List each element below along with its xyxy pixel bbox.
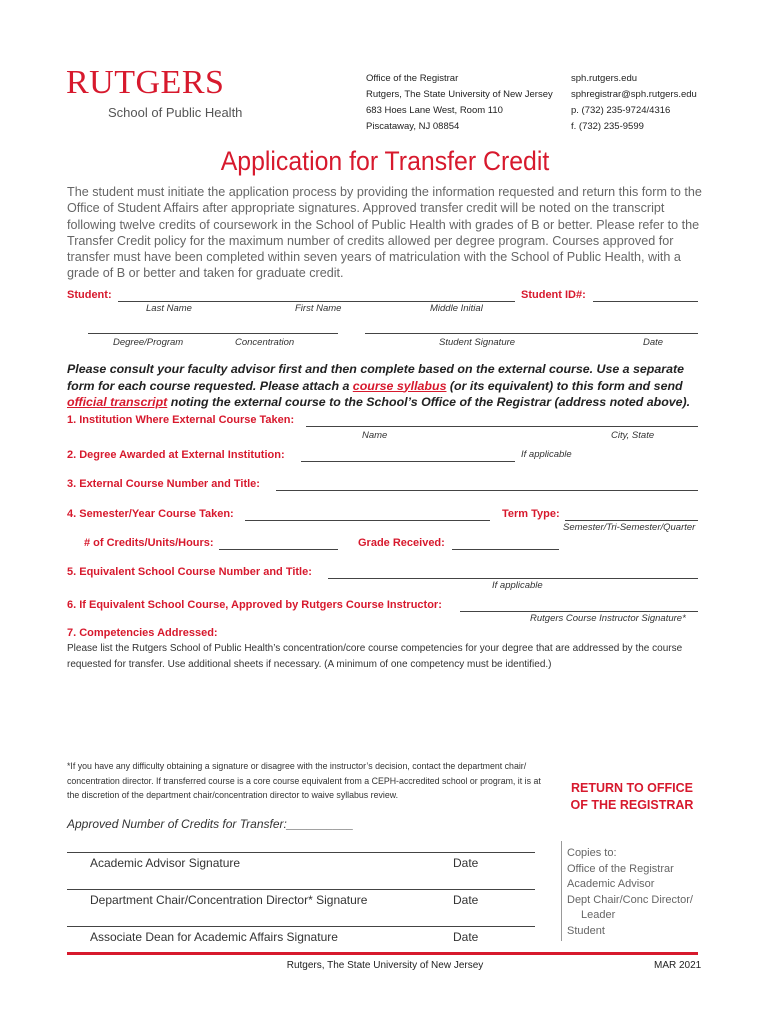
term-type-label: Term Type: <box>502 508 560 520</box>
dean-signature-line[interactable] <box>67 926 535 927</box>
chair-signature-label: Department Chair/Concentration Director* Signature <box>90 893 368 907</box>
approved-credits-label: Approved Number of Credits for Transfer:__________ <box>67 817 354 831</box>
student-id-label: Student ID#: <box>521 289 586 301</box>
degree-awarded-field[interactable] <box>301 461 515 462</box>
official-transcript-link[interactable]: official transcript <box>67 395 168 409</box>
copies-divider <box>561 841 562 941</box>
middle-initial-caption: Middle Initial <box>430 303 483 314</box>
q5-label: 5. Equivalent School Course Number and Title: <box>67 566 312 578</box>
competencies-field[interactable] <box>67 675 698 750</box>
q6-label: 6. If Equivalent School Course, Approved by Rutgers Course Instructor: <box>67 599 442 611</box>
institution-field[interactable] <box>306 426 698 427</box>
page-title: Application for Transfer Credit <box>220 146 550 176</box>
q1-label: 1. Institution Where External Course Taken: <box>67 414 295 426</box>
student-signature-field[interactable] <box>365 333 698 334</box>
student-label: Student: <box>67 289 112 301</box>
concentration-caption: Concentration <box>235 337 295 348</box>
student-id-field[interactable] <box>593 301 698 302</box>
semester-year-field[interactable] <box>245 520 490 521</box>
if-applicable-caption: If applicable <box>521 449 572 460</box>
city-state-caption: City, State <box>611 430 655 441</box>
footer-university: Rutgers, The State University of New Jersey <box>286 960 484 971</box>
copies-list: Copies to: Office of the Registrar Academic Advisor Dept Chair/Conc Director/ Leader Student <box>567 847 693 937</box>
instructor-signature-caption: Rutgers Course Instructor Signature* <box>530 613 686 624</box>
q5-if-applicable-caption: If applicable <box>492 580 543 591</box>
course-syllabus-link[interactable]: course syllabus <box>352 378 447 393</box>
student-signature-caption: Student Signature <box>439 337 516 348</box>
website-link[interactable]: sph.rutgers.edu <box>571 73 638 84</box>
credits-label: # of Credits/Units/Hours: <box>84 537 214 549</box>
degree-field[interactable] <box>88 333 338 334</box>
term-type-field[interactable] <box>565 520 698 521</box>
return-to-registrar: RETURN TO OFFICE OF THE REGISTRAR <box>570 781 694 812</box>
instructor-signature-field[interactable] <box>460 611 698 612</box>
last-name-caption: Last Name <box>146 303 192 314</box>
external-course-field[interactable] <box>276 490 698 491</box>
registrar-address: Office of the Registrar Rutgers, The State University of New Jersey 683 Hoes Lane West, Room 110 Piscataway, NJ 08854 <box>366 73 553 132</box>
competencies-instructions: Please list the Rutgers School of Public Health’s concentration/core course competencies for your degree that are addressed by the course requested for transfer. Use additional sheets if necessary. (A minimum of one competency must be identified.) <box>67 643 683 670</box>
advisor-signature-line[interactable] <box>67 852 535 853</box>
advisor-date-label: Date <box>453 856 479 870</box>
q2-label: 2. Degree Awarded at External Institution: <box>67 449 285 461</box>
institution-name-caption: Name <box>362 430 388 441</box>
grade-label: Grade Received: <box>358 537 445 549</box>
term-type-caption: Semester/Tri-Semester/Quarter <box>563 522 696 533</box>
intro-paragraph: The student must initiate the application process by providing the information requested and return this form to the Office of Student Affairs after appropriate signatures. Approved transfer credit will be noted on the transcript following twelve credits of coursework in the School of Public Health with grades of B or better. Please refer to the Transfer Credit policy for the maximum number of credits allowed per degree program. Courses approved for transfer must have been completed within seven years of matriculation with the School of Public Health, with a grade of B or better and taken for graduate credit. <box>67 185 702 281</box>
equivalent-course-field[interactable] <box>328 578 698 579</box>
grade-field[interactable] <box>452 549 559 550</box>
chair-signature-line[interactable] <box>67 889 535 890</box>
school-name: School of Public Health <box>108 105 243 120</box>
q7-label: 7. Competencies Addressed: <box>67 627 218 639</box>
footer-date: MAR 2021 <box>654 960 702 971</box>
rutgers-logo: RUTGERS <box>66 64 225 101</box>
registrar-contact: sph.rutgers.edu sphregistrar@sph.rutgers.edu p. (732) 235-9724/4316 f. (732) 235-9599 <box>571 73 697 132</box>
advisor-signature-label: Academic Advisor Signature <box>90 856 241 870</box>
instructions: Please consult your faculty advisor first and then complete based on the external course. Use a separate form for each course requested. Please attach a course syllabus (or its equivalent) to this form and send official transcript noting the external course to the School’s Office of the Registrar (address noted above). <box>67 362 691 409</box>
q3-label: 3. External Course Number and Title: <box>67 478 260 490</box>
credits-field[interactable] <box>219 549 338 550</box>
first-name-caption: First Name <box>295 303 342 314</box>
student-name-field[interactable] <box>118 301 515 302</box>
footnote: *If you have any difficulty obtaining a signature or disagree with the instructor’s decision, contact the department chair/ concentration director. If transferred course is a core course equivalent from a CEPH-accredited school or program, it is at the discretion of the department chair/concentration director to waive syllabus review. <box>67 761 541 800</box>
footer-rule <box>67 952 698 955</box>
degree-caption: Degree/Program <box>113 337 184 348</box>
dean-signature-label: Associate Dean for Academic Affairs Signature <box>90 930 338 944</box>
email-link[interactable]: sphregistrar@sph.rutgers.edu <box>571 89 697 100</box>
date-caption: Date <box>643 337 664 348</box>
dean-date-label: Date <box>453 930 479 944</box>
chair-date-label: Date <box>453 893 479 907</box>
q4-label: 4. Semester/Year Course Taken: <box>67 508 234 520</box>
